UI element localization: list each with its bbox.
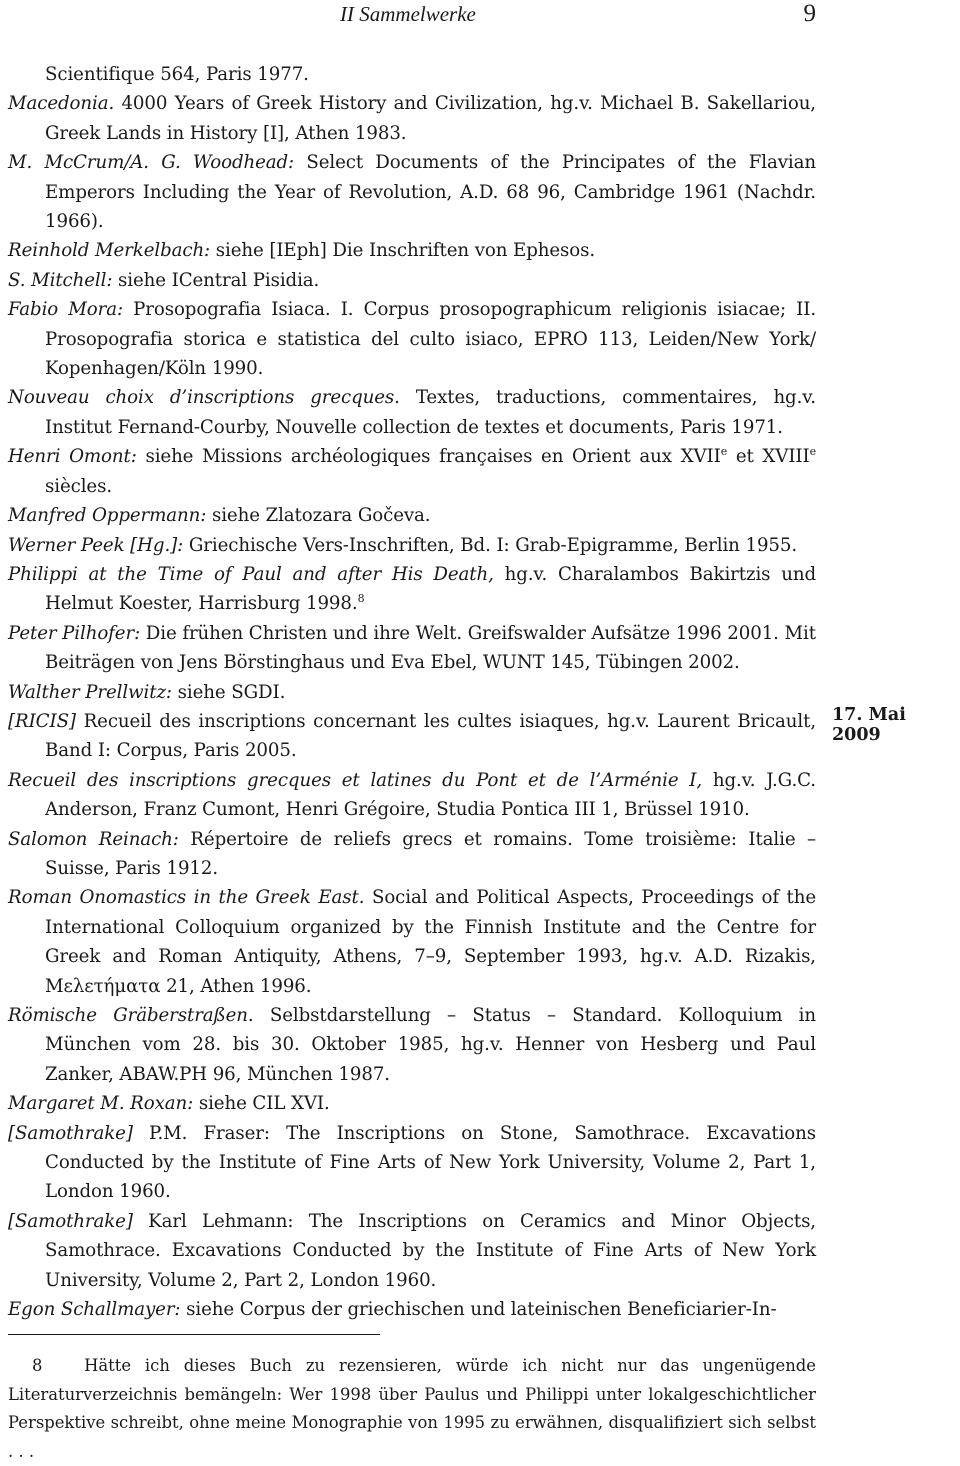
entry-text: Scientifique 564, Paris 1977. [45,64,309,85]
bibliography-entry [8,501,816,530]
entry-text: Selbstdarstellung – Status – Standard. Kolloquium in München vom 28. bis 30. Oktober 1985, hg.v. Henner von Hesberg und Paul Zanker, ABAW.PH 96, München 1987. [45,1005,817,1085]
bibliography-entry [8,1001,816,1089]
entry-author: Macedonia. [8,93,115,115]
bibliography-list [8,60,816,1324]
bibliography-entry [8,383,816,442]
entry-text: hg.v. J.G.C. Anderson, Franz Cumont, Henri Grégoire, Studia Pontica III 1, Brüssel 1910. [45,769,816,821]
page-number: 9 [803,0,816,27]
entry-author: M. McCrum/A. G. Woodhead: [8,152,295,174]
bibliography-entry [8,825,816,884]
entry-text: P.M. Fraser: The Inscriptions on Stone, Samothrace. Excavations Conducted by the Institute of Fine Arts of New York University, Volume 2, Part 1, London 1960. [45,1122,816,1203]
bibliography-entry [8,60,816,89]
entry-text: siehe [IEph] Die Inschriften von Ephesos. [210,240,596,262]
entry-author: Margaret M. Roxan: [8,1093,194,1115]
entry-text: Recueil des inscriptions concernant les cultes isiaques, hg.v. Laurent Bricault, Band I: Corpus, Paris 2005. [45,710,816,762]
entry-author: Fabio Mora: [8,299,124,321]
entry-text: siehe Missions archéologiques françaises en Orient aux XVII [136,446,721,468]
entry-author: Römische Gräberstraßen. [8,1005,254,1026]
entry-author: Nouveau choix d’inscriptions grecques. [8,387,400,409]
entry-author: Egon Schallmayer: [8,1299,181,1321]
bibliography-entry [8,295,816,383]
entry-superscript: e [720,445,728,459]
bibliography-entry [8,766,816,825]
entry-text: siehe CIL XVI. [193,1093,330,1115]
entry-text: Social and Political Aspects, Proceedings of the International Colloquium organized by the Finnish Institute and the Centre for Greek and Roman Antiquity, Athens, 7–9, September 1993, hg.v. A.D. Rizakis, Μελετήματα 21, Athen 1996. [45,887,817,997]
entry-author: Werner Peek [Hg.]: [8,534,184,556]
entry-author: Philippi at the Time of Paul and after His Death, [8,563,494,585]
entry-text: et XVIII [727,446,810,468]
entry-text: Karl Lehmann: The Inscriptions on Ceramics and Minor Objects, Samothrace. Excavations Conducted by the Institute of Fine Arts of New York University, Volume 2, Part 2, London 1960. [45,1210,816,1291]
bibliography-entry [8,1207,816,1295]
bibliography-entry [8,531,816,560]
entry-author: Reinhold Merkelbach: [8,240,211,262]
entry-text: Prosopografia Isiaca. I. Corpus prosopographicum religionis isiacae; II. Prosopografia storica e statistica del culto isiaco, EPRO 113, Leiden/New York/ Kopenhagen/Köln 1990. [45,299,817,380]
bibliography-entry [8,619,816,678]
entry-author: Henri Omont: [8,446,137,468]
entry-author: [RICIS] [8,710,76,732]
entry-author: [Samothrake] [8,1210,133,1232]
entry-author: Walther Prellwitz: [8,681,172,703]
bibliography-entry [8,883,816,1001]
footnote-rule [8,1334,380,1335]
entry-text: Répertoire de reliefs grecs et romains. Tome troisième: Italie – Suisse, Paris 1912. [45,828,816,879]
footnote-number: 8 [32,1356,43,1375]
entry-text: siehe SGDI. [171,681,286,703]
bibliography-entry [8,89,816,148]
entry-author: Peter Pilhofer: [8,622,141,644]
entry-superscript: 8 [357,592,365,606]
entry-text: Griechische Vers-Inschriften, Bd. I: Grab-Epigramme, Berlin 1955. [183,534,798,556]
bibliography-entry [8,707,816,766]
entry-author: S. Mitchell: [8,269,113,291]
bibliography-entry [8,1119,816,1207]
bibliography-entry [8,1295,816,1324]
entry-text: Textes, traductions, commentaires, hg.v. Institut Fernand-Courby, Nouvelle collection de textes et documents, Paris 1971. [45,387,816,438]
bibliography-entry [8,560,816,619]
entry-text: siehe Zlatozara Gočeva. [206,505,431,527]
entry-author: [Samothrake] [8,1122,133,1144]
running-header [0,0,820,26]
entry-text: 4000 Years of Greek History and Civilization, hg.v. Michael B. Sakellariou, Greek Lands in History [I], Athen 1983. [45,93,816,144]
footnote-text: Hätte ich dieses Buch zu rezensieren, würde ich nicht nur das ungenügende Literaturverzeichnis bemängeln: Wer 1998 über Paulus und Philippi unter lokalgeschichtlicher Perspektive schreibt, ohne meine Monographie von 1995 zu erwähnen, disqualifiziert sich selbst . . . [8,1356,816,1461]
entry-text: siècles. [45,475,112,497]
bibliography-entry [8,148,816,236]
running-title: II Sammelwerke [340,2,476,26]
entry-superscript: e [809,445,816,459]
bibliography-entry [8,678,816,707]
entry-text: siehe Corpus der griechischen und lateinischen Beneficiarier-In- [180,1299,777,1321]
footnote [8,1352,816,1466]
bibliography-entry [8,1089,816,1118]
entry-text: siehe ICentral Pisidia. [112,269,320,291]
entry-author: Manfred Oppermann: [8,505,207,527]
entry-text: hg.v. Charalambos Bakirtzis und Helmut Koester, Harrisburg 1998. [45,563,816,615]
entry-author: Recueil des inscriptions grecques et latines du Pont et de l’Arménie I, [8,769,703,791]
entry-author: Salomon Reinach: [8,828,179,850]
bibliography-entry [8,266,816,295]
entry-text: Die frühen Christen und ihre Welt. Greifswalder Aufsätze 1996 2001. Mit Beiträgen von Jens Börstinghaus und Eva Ebel, WUNT 145, Tübingen 2002. [45,622,816,674]
entry-text: Select Documents of the Principates of the Flavian Emperors Including the Year of Revolution, A.D. 68 96, Cambridge 1961 (Nachdr. 1966). [45,152,816,233]
margin-date-note: 17. Mai 2009 [832,705,906,745]
entry-author: Roman Onomastics in the Greek East. [8,887,365,909]
bibliography-entry [8,442,816,501]
bibliography-entry [8,236,816,265]
